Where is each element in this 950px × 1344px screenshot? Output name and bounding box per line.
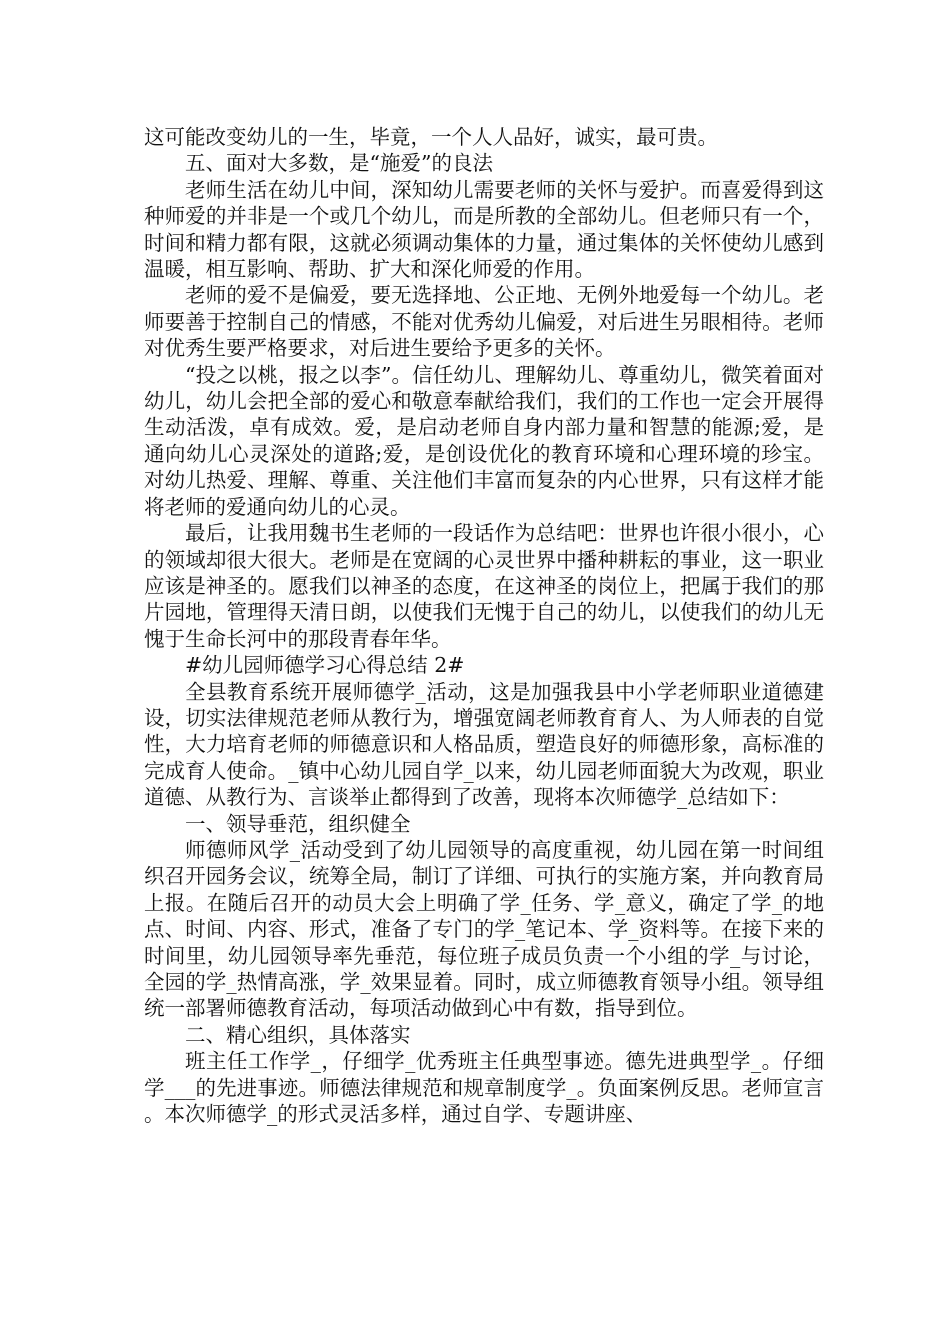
paragraph: 最后，让我用魏书生老师的一段话作为总结吧：世界也许很小很小，心的领域却很大很大。老师是在宽阔的心灵世界中播种耕耘的事业，这一职业应该是神圣的。愿我们以神圣的态度，在这神圣的岗位上，把属于我们的那片园地，管理得天清日朗，以使我们无愧于自己的幼儿，以使我们的幼儿无愧于生命长河中的那段青春年华。	[144, 521, 824, 651]
paragraph: “投之以桃，报之以李”。信任幼儿、理解幼儿、尊重幼儿，微笑着面对幼儿，幼儿会把全部的爱心和敬意奉献给我们，我们的工作也一定会开展得生动活泼，卓有成效。爱，是启动老师自身内部力量和智慧的能源;爱，是通向幼儿心灵深处的道路;爱，是创设优化的教育环境和心理环境的珍宝。对幼儿热爱、理解、尊重、关注他们丰富而复杂的内心世界，只有这样才能将老师的爱通向幼儿的心灵。	[144, 362, 824, 519]
paragraph: 师德师风学_活动受到了幼儿园领导的高度重视，幼儿园在第一时间组织召开园务会议，统筹全局，制订了详细、可执行的实施方案，并向教育局上报。在随后召开的动员大会上明确了学_任务、学_意义，确定了学_的地点、时间、内容、形式，准备了专门的学_笔记本、学_资料等。在接下来的时间里，幼儿园领导率先垂范，每位班子成员负责一个小组的学_与讨论，全园的学_热情高涨，学_效果显着。同时，成立师德教育领导小组。领导组统一部署师德教育活动，每项活动做到心中有数，指导到位。	[144, 837, 824, 1021]
document-body	[144, 124, 824, 1127]
paragraph: 老师生活在幼儿中间，深知幼儿需要老师的关怀与爱护。而喜爱得到这种师爱的并非是一个或几个幼儿，而是所教的全部幼儿。但老师只有一个，时间和精力都有限，这就必须调动集体的力量，通过集体的关怀使幼儿感到温暖，相互影响、帮助、扩大和深化师爱的作用。	[144, 177, 824, 282]
paragraph: 班主任工作学_，仔细学_优秀班主任典型事迹。德先进典型学_。仔细学___的先进事迹。师德法律规范和规章制度学_。负面案例反思。老师宣言。本次师德学_的形式灵活多样，通过自学、专题讲座、	[144, 1049, 824, 1127]
paragraph: 老师的爱不是偏爱，要无选择地、公正地、无例外地爱每一个幼儿。老师要善于控制自己的情感，不能对优秀幼儿偏爱，对后进生另眼相待。老师对优秀生要严格要求，对后进生要给予更多的关怀。	[144, 283, 824, 361]
section-heading-two: 二、精心组织，具体落实	[185, 1022, 411, 1047]
paragraph: 全县教育系统开展师德学_活动，这是加强我县中小学老师职业道德建设，切实法律规范老师从教行为，增强宽阔老师教育育人、为人师表的自觉性，大力培育老师的师德意识和人格品质，塑造良好的师德形象，高标准的完成育人使命。_镇中心幼儿园自学_以来，幼儿园老师面貌大为改观，职业道德、从教行为、言谈举止都得到了改善，现将本次师德学_总结如下：	[144, 679, 824, 810]
article-heading: #幼儿园师德学习心得总结 2#	[185, 653, 465, 678]
section-heading-one: 一、领导垂范，组织健全	[185, 811, 411, 836]
section-heading-five: 五、面对大多数，是“施爱”的良法	[185, 151, 493, 176]
paragraph-continuation: 这可能改变幼儿的一生，毕竟，一个人人品好，诚实，最可贵。	[144, 125, 718, 149]
